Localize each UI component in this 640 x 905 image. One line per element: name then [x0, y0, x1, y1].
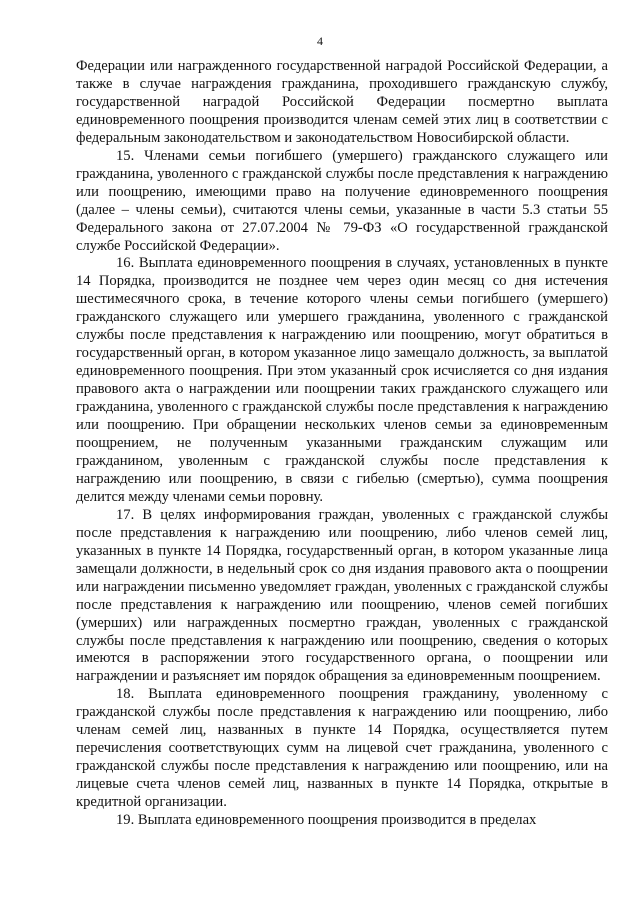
paragraph-18: 18. Выплата единовременного поощрения гражданину, уволенному с гражданской службы после представления к награждению или поощрению, либо членам семей лиц, названных в пункте 14 Порядка, осуществляется путем перечисления соответствующих сумм на лицевой счет гражданина, уволенного с гражданской службы после представления к награждению или поощрению, или на лицевые счета членов семей лиц, названных в пункте 14 Порядка, открытые в кредитной организации.	[76, 686, 608, 811]
page-number: 4	[317, 34, 323, 48]
paragraph-16: 16. Выплата единовременного поощрения в случаях, установленных в пункте 14 Порядка, производится не позднее чем через один месяц со дня истечения шестимесячного срока, в течение которого члены семьи погибшего (умершего) гражданского служащего или умершего гражданина, уволенного с гражданской службы после представления к награждению или поощрению, могут обратиться в государственный орган, в котором указанное лицо замещало должность, за выплатой единовременного поощрения. При этом указанный срок исчисляется со дня издания правового акта о награждении или поощрении таких гражданского служащего или гражданина, уволенного с гражданской службы после представления к награждению или поощрению. При обращении нескольких членов семьи за единовременным поощрением, не полученным указанными гражданским служащим или гражданином, уволенным с гражданской службы после представления к награждению или поощрению, в связи с гибелью (смертью), сумма поощрения делится между членами семьи поровну.	[76, 255, 608, 505]
paragraph-continuation: Федерации или награжденного государственной наградой Российской Федерации, а также в случае награждения гражданина, проходившего гражданскую службу, государственной наградой Российской Федерации посмертно выплата единовременного поощрения производится членам семей этих лиц в соответствии с федеральным законодательством и законодательством Новосибирской области.	[76, 58, 608, 146]
paragraph-17: 17. В целях информирования граждан, уволенных с гражданской службы после представления к награждению или поощрению, либо членов семей лиц, указанных в пункте 14 Порядка, государственный орган, в котором указанные лица замещали должности, в недельный срок со дня издания правового акта о поощрении или награждении письменно уведомляет граждан, уволенных с гражданской службы после представления к награждению или поощрению, членов семей погибших (умерших) или награжденных посмертно граждан, уволенных с гражданской службы после представления к награждению или поощрению, сведения о которых имеются в распоряжении этого государственного органа, о поощрении или награждении и разъясняет им порядок обращения за единовременным поощрением.	[76, 506, 608, 685]
paragraph-19: 19. Выплата единовременного поощрения производится в пределах	[116, 812, 537, 829]
paragraph-15: 15. Членами семьи погибшего (умершего) гражданского служащего или гражданина, уволенного с гражданской службы после представления к награждению или поощрению, имеющими право на получение единовременного поощрения (далее – члены семьи), считаются члены семьи, указанные в части 5.3 статьи 55 Федерального закона от 27.07.2004 № 79-ФЗ «О государственной гражданской службе Российской Федерации».	[76, 147, 608, 254]
document-body	[76, 58, 608, 830]
